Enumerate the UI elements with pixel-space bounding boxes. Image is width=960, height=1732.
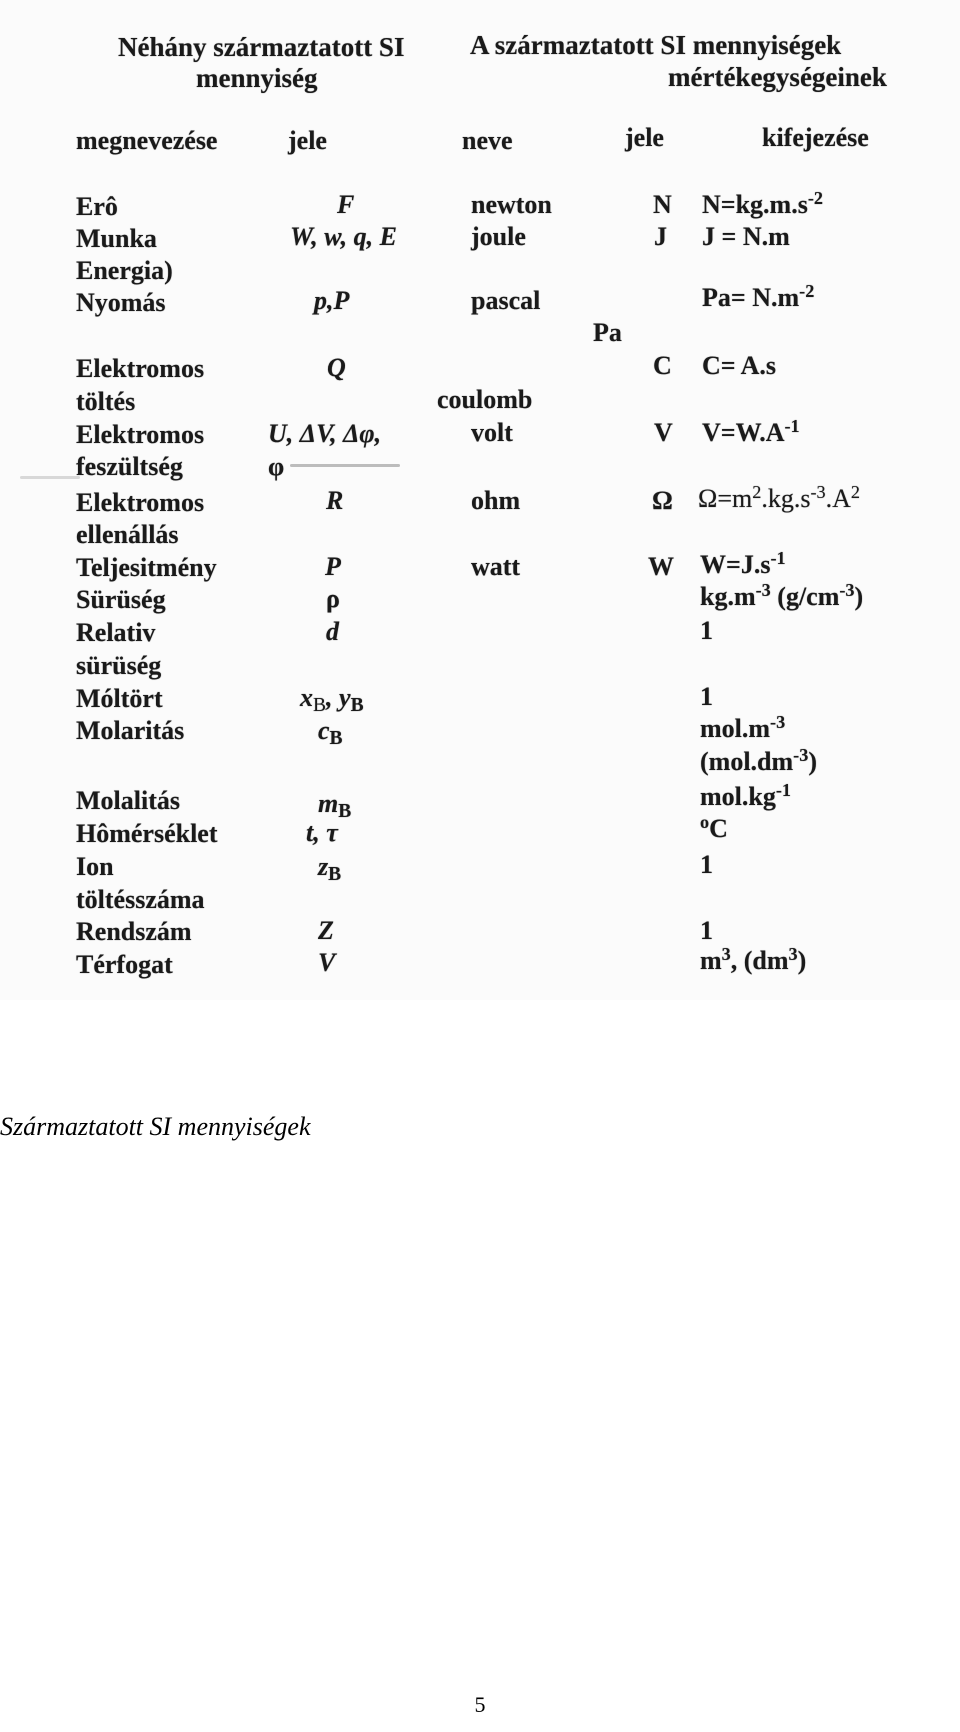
row-el-toltes-name1: Elektromos	[76, 354, 205, 383]
row-molaritas-expression: $mol.m^{-3}$	[700, 711, 786, 743]
row-molaritas-name: Molaritás	[76, 716, 185, 745]
title-left-line1: Néhány származtatott SI	[118, 32, 405, 62]
row-nyomas-expression: $Pa= N.m^{-2}$	[702, 280, 815, 312]
row-nyomas-unit-symbol: Pa	[593, 318, 622, 347]
row-teljesitmeny-name: Teljesitmény	[76, 553, 217, 582]
row-molalitas-symbol: $m_B$	[318, 789, 352, 822]
row-relativ-name2: sürüség	[76, 651, 162, 680]
row-teljesitmeny-unit-name: watt	[471, 552, 521, 581]
row-ero-expression: $N=kg.m.s^{-2}$	[702, 187, 823, 219]
row-el-fesz-symbol: U, ΔV, Δφ,	[268, 419, 382, 448]
row-terfogat-expression: $m^3$, $(dm^3)$	[700, 943, 807, 975]
row-el-toltes-unit-name: coulomb	[437, 385, 533, 414]
row-ero-symbol: F	[337, 190, 355, 219]
row-terfogat-symbol: V	[318, 948, 336, 977]
row-homerseklet-name: Hômérséklet	[76, 819, 218, 848]
row-el-fesz-symbol2: φ	[268, 452, 285, 481]
row-el-fesz-unit-symbol: V	[654, 418, 673, 447]
row-munka-name: Munka	[76, 224, 157, 253]
row-suruseg-expression: $kg.m^{-3}$ $(g/cm^{-3})$	[700, 579, 864, 611]
row-el-toltes-name2: töltés	[76, 387, 136, 416]
row-moltort-expression: 1	[700, 682, 713, 711]
row-molaritas-symbol: $c_B$	[318, 716, 343, 749]
row-energia-name: Energia)	[76, 256, 173, 285]
title-left-line2: mennyiség	[196, 63, 318, 93]
row-munka-expression: J = N.m	[702, 222, 790, 251]
header-expression: kifejezése	[762, 123, 869, 152]
header-unit-name: neve	[462, 126, 513, 155]
row-homerseklet-expression: $^o$C	[700, 811, 728, 843]
row-molalitas-expression: $mol.kg^{-1}$	[700, 779, 791, 811]
row-ion-name2: töltésszáma	[76, 885, 205, 914]
header-symbol: jele	[288, 126, 327, 155]
row-nyomas-name: Nyomás	[76, 288, 166, 317]
header-unit-symbol: jele	[625, 123, 664, 152]
row-ero-name: Erô	[76, 192, 118, 221]
header-name: megnevezése	[76, 126, 218, 155]
row-molalitas-name: Molalitás	[76, 786, 180, 815]
row-relativ-expression: 1	[700, 616, 713, 645]
row-munka-symbol: W, w, q, E	[290, 222, 397, 251]
scan-smudge	[290, 464, 400, 467]
row-el-fesz-name1: Elektromos	[76, 420, 205, 449]
row-ero-unit-name: newton	[471, 190, 552, 219]
row-homerseklet-symbol: t, τ	[306, 818, 338, 847]
row-relativ-symbol: d	[326, 617, 339, 646]
row-munka-unit-name: joule	[471, 222, 526, 251]
row-el-fesz-name2: feszültség	[76, 452, 183, 481]
row-el-toltes-unit-symbol: C	[653, 351, 672, 380]
row-el-ell-expression: $\Omega=m^2.kg.s^{-3}.A^2$	[698, 481, 860, 513]
row-el-ell-symbol: R	[326, 486, 344, 515]
title-right-line2: mértékegységeinek	[668, 62, 887, 92]
row-suruseg-name: Sürüség	[76, 585, 166, 614]
row-ion-symbol: $z_B$	[318, 852, 342, 885]
row-suruseg-symbol: ρ	[326, 584, 340, 613]
row-munka-unit-symbol: J	[654, 222, 667, 251]
row-teljesitmeny-unit-symbol: W	[648, 552, 674, 581]
row-el-toltes-symbol: Q	[327, 353, 346, 382]
row-el-fesz-expression: $V=W.A^{-1}$	[702, 415, 800, 447]
row-teljesitmeny-expression: $W=J.s^{-1}$	[700, 547, 786, 579]
row-moltort-symbol: $x_B$, $y_B$	[300, 683, 364, 716]
row-nyomas-symbol: p,P	[314, 286, 350, 315]
row-rendszam-symbol: Z	[318, 916, 334, 945]
page-number: 5	[474, 1692, 486, 1717]
row-ero-unit-symbol: N	[653, 190, 672, 219]
row-rendszam-name: Rendszám	[76, 917, 192, 946]
row-moltort-name: Móltört	[76, 684, 163, 713]
row-teljesitmeny-symbol: P	[325, 552, 341, 581]
scan-smudge	[20, 476, 80, 479]
figure-caption: Származtatott SI mennyiségek	[0, 1112, 311, 1141]
row-ion-name1: Ion	[76, 852, 114, 881]
row-el-fesz-unit-name: volt	[471, 418, 513, 447]
row-ion-expression: 1	[700, 850, 713, 879]
title-right-line1: A származtatott SI mennyiségek	[470, 30, 842, 60]
row-molaritas-expression2: $(mol.dm^{-3})$	[700, 744, 817, 776]
row-el-toltes-expression: C= A.s	[702, 351, 777, 380]
row-terfogat-name: Térfogat	[76, 950, 173, 979]
row-el-ell-unit-name: ohm	[471, 486, 521, 515]
row-nyomas-unit-name: pascal	[471, 286, 541, 315]
row-el-ell-name2: ellenállás	[76, 520, 179, 549]
row-relativ-name1: Relativ	[76, 618, 156, 647]
row-rendszam-expression: 1	[700, 916, 713, 945]
row-el-ell-name1: Elektromos	[76, 488, 205, 517]
row-el-ell-unit-symbol: Ω	[652, 486, 673, 515]
